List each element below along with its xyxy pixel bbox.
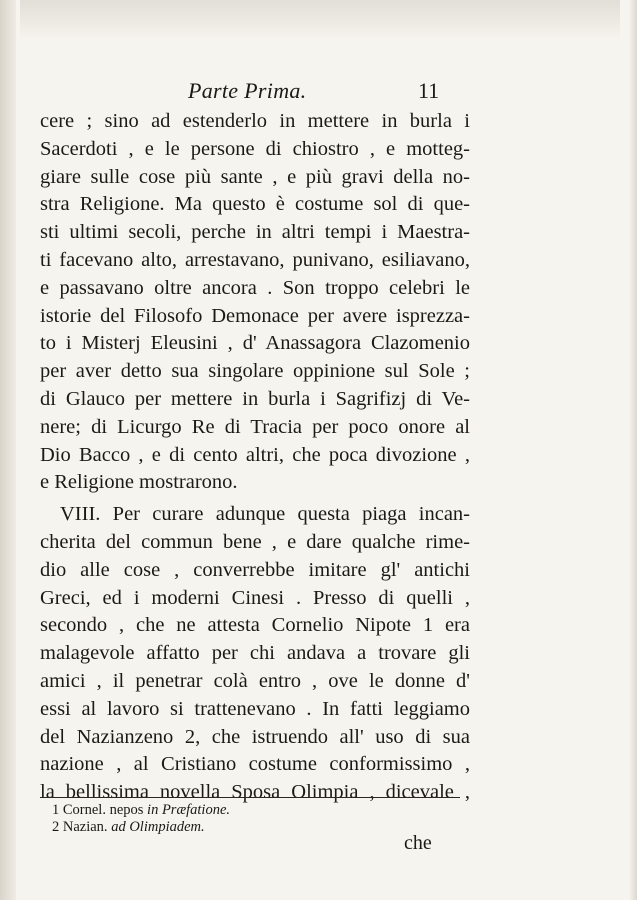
text-line: amici , il penetrar colà entro , ove le donne d' [40, 669, 470, 692]
footnote [52, 802, 452, 819]
footnote [52, 819, 452, 836]
footnote-source: in Præfatione. [147, 802, 231, 818]
paper-stain [20, 0, 620, 40]
footnote-rule [40, 797, 460, 798]
text-line: cere ; sino ad estenderlo in mettere in burla i [40, 110, 470, 132]
text-line: nazione , al Cristiano costume conformissimo , [40, 753, 470, 776]
page-number: 11 [418, 78, 440, 103]
text-line: essi al lavoro si trattenevano . In fatti leggiamo [40, 697, 470, 720]
text-line: e passavano oltre ancora . Son troppo celebri le [40, 276, 470, 299]
text-line: giare sulle cose più sante , e più gravi della no- [40, 165, 470, 188]
text-line: cherita del commun bene , e dare qualche rime- [40, 530, 470, 553]
text-line: e Religione mostrarono. [40, 471, 238, 494]
footnote-mark: 1 [52, 802, 60, 818]
text-line: nere; di Licurgo Re di Tracia per poco onore al [40, 415, 470, 438]
page-edge-shadow [629, 0, 637, 900]
page-gutter-shadow [0, 0, 16, 900]
text-line: per aver detto sua singolare oppinione sul Sole ; [40, 360, 470, 383]
text-line: Greci, ed i moderni Cinesi . Presso di quelli , [40, 586, 470, 609]
text-line: malagevole affatto per chi andava a trovare gli [40, 642, 470, 665]
text-line: Dio Bacco , e di cento altri, che poca divozione , [40, 443, 470, 466]
text-line: stra Religione. Ma questo è costume sol di que- [40, 193, 470, 216]
text-line: to i Misterj Eleusini , d' Anassagora Clazomenio [40, 332, 470, 355]
footnote-source: ad Olimpiadem. [111, 819, 205, 835]
footnote-mark: 2 [52, 819, 60, 835]
text-line: ti facevano alto, arrestavano, punivano, esiliavano, [40, 248, 470, 271]
body-text [40, 108, 470, 807]
text-line: del Nazianzeno 2, che istruendo all' uso di sua [40, 725, 470, 748]
footnotes [52, 802, 452, 836]
text-line: secondo , che ne attesta Cornelio Nipote 1 era [40, 614, 470, 637]
catchword: che [404, 832, 432, 854]
running-head [0, 78, 637, 108]
paragraph-start-line: VIII. Per curare adunque questa piaga incan- [60, 503, 470, 526]
running-head-title: Parte Prima. [188, 78, 307, 103]
text-line: la bellissima novella Sposa Olimpia , dicevale , [40, 781, 470, 804]
footnote-author: Nazian. [62, 819, 108, 835]
text-line: di Glauco per mettere in burla i Sagrifizj di Ve- [40, 387, 470, 410]
text-line: istorie del Filosofo Demonace per avere isprezza- [40, 304, 470, 327]
text-line: dio alle cose , converrebbe imitare gl' antichi [40, 558, 470, 581]
text-line: Sacerdoti , e le persone di chiostro , e motteg- [40, 137, 470, 160]
text-line: sti ultimi secoli, perche in altri tempi i Maestra- [40, 221, 470, 244]
footnote-author: Cornel. nepos [62, 802, 144, 818]
